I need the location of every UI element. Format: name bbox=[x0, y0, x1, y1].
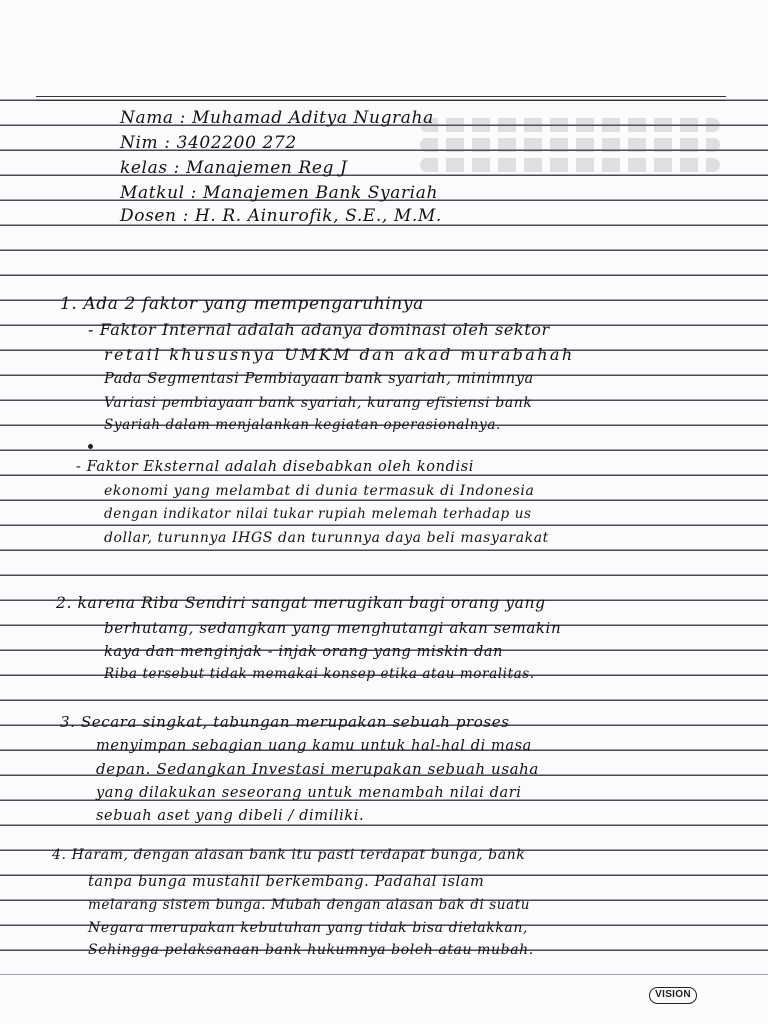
lecturer-name: Dosen : H. R. Ainurofik, S.E., M.M. bbox=[120, 206, 442, 226]
student-nim: Nim : 3402200 272 bbox=[120, 133, 297, 153]
answer-2-line-3: kaya dan menginjak - injak orang yang miskin dan bbox=[104, 644, 504, 660]
student-class: kelas : Manajemen Reg J bbox=[120, 158, 348, 178]
answer-1-line-1: 1. Ada 2 faktor yang mempengaruhinya bbox=[60, 294, 424, 314]
paper-top-margin bbox=[0, 0, 768, 98]
answer-1-line-7: - Faktor Eksternal adalah disebabkan oleh kondisi bbox=[76, 459, 474, 475]
answer-3-line-1: 3. Secara singkat, tabungan merupakan sebuah proses bbox=[60, 713, 510, 731]
answer-3-line-4: yang dilakukan seseorang untuk menambah nilai dari bbox=[96, 785, 522, 801]
answer-1-line-5: Variasi pembiayaan bank syariah, kurang efisiensi bank bbox=[104, 395, 533, 411]
course-name: Matkul : Manajemen Bank Syariah bbox=[120, 183, 439, 203]
header-double-rule bbox=[36, 96, 726, 101]
answer-2-line-4: Riba tersebut tidak memakai konsep etika atau moralitas. bbox=[104, 666, 535, 682]
answer-4-line-1: 4. Haram, dengan alasan bank itu pasti terdapat bunga, bank bbox=[52, 847, 526, 863]
ink-bleed-through bbox=[420, 112, 720, 192]
answer-1-line-10: dollar, turunnya IHGS dan turunnya daya beli masyarakat bbox=[104, 530, 549, 546]
answer-1-line-3: retail khususnya UMKM dan akad murabahah bbox=[104, 345, 575, 364]
answer-3-line-2: menyimpan sebagian uang kamu untuk hal-hal di masa bbox=[96, 738, 532, 754]
answer-4-line-4: Negara merupakan kebutuhan yang tidak bisa dielakkan, bbox=[88, 920, 529, 936]
answer-4-line-3: melarang sistem bunga. Mubah dengan alasan bak di suatu bbox=[88, 897, 531, 913]
answer-4-line-2: tanpa bunga mustahil berkembang. Padahal islam bbox=[88, 874, 485, 890]
answer-1-line-9: dengan indikator nilai tukar rupiah melemah terhadap us bbox=[104, 506, 532, 522]
answer-2-line-1: 2. karena Riba Sendiri sangat merugikan bagi orang yang bbox=[56, 594, 546, 612]
answer-1-line-4: Pada Segmentasi Pembiayaan bank syariah, minimnya bbox=[104, 371, 534, 387]
answer-1-line-2: - Faktor Internal adalah adanya dominasi oleh sektor bbox=[88, 320, 550, 339]
bullet-dot bbox=[88, 444, 93, 449]
answer-1-line-6: Syariah dalam menjalankan kegiatan operasionalnya. bbox=[104, 417, 501, 433]
answer-2-line-2: berhutang, sedangkan yang menghutangi akan semakin bbox=[104, 619, 562, 637]
answer-3-line-5: sebuah aset yang dibeli / dimiliki. bbox=[96, 808, 365, 824]
answer-1-line-8: ekonomi yang melambat di dunia termasuk di Indonesia bbox=[104, 483, 535, 499]
answer-4-line-5: Sehingga pelaksanaan bank hukumnya boleh atau mubah. bbox=[88, 942, 534, 958]
student-name: Nama : Muhamad Aditya Nugraha bbox=[120, 108, 434, 128]
vision-brand-logo: VISION bbox=[649, 987, 697, 1004]
answer-3-line-3: depan. Sedangkan Investasi merupakan sebuah usaha bbox=[96, 760, 539, 778]
